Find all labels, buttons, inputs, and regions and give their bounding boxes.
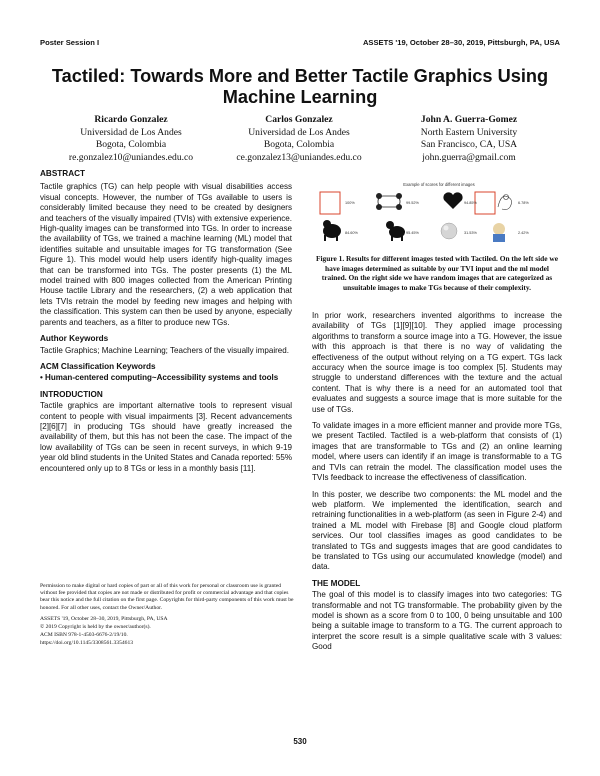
thumb-dog-icon: [386, 221, 405, 241]
score-label: 6.78%: [518, 201, 529, 205]
author-email: re.gonzalez10@uniandes.edu.co: [68, 151, 194, 163]
introduction-text: Tactile graphics are important alternative tools to represent visual content to people with visual impairments [3]. Recent advancements [2][6][7] in producing TGs should have greatly increased the availability of them, but this has not been the case. The impact of the low availability of TGs can be seen in recent surveys, in which 9-19 year old blind students in the United States and Canada reported: 55% encountered only up to 8 TGs or less in a monthly basis [11].: [40, 401, 292, 473]
thumb-lion-icon: [323, 220, 341, 241]
abstract-text: Tactile graphics (TG) can help people with visual disabilities access visual concepts. However, the number of TGs available to users is considerably limited because they need to be created by designers and teachers of the visually impaired (TVIs) with extensive experience. High-quality images can be transformed into TGs. In order to increase the availability of TGs, we trained a machine learning (ML) model that identifies suitable and unsuitable images for TG transformation (See Figure 1). This model would help users identify high-quality images that can be transformed into TGs. The poster presents (1) the ML model trained with 800 images collected from the American Printing House tactile Library and the researchers, (2) a web application that lets TVIs retrain the model by feeding new images and helping with the classification. This system can then be used by anyone, especially parents and teachers, as a filter to produce new TGs.: [40, 182, 292, 327]
author-keywords-heading: Author Keywords: [40, 334, 109, 344]
figure-title: Example of scores for different images: [403, 182, 475, 187]
author-email: john.guerra@gmail.com: [422, 151, 516, 163]
permission-conference: ASSETS '19, October 28–30, 2019, Pittsburgh, PA, USA: [40, 615, 168, 622]
permission-doi: https://doi.org/10.1145/3308561.3354613: [40, 640, 134, 647]
thumb-cartoon-icon: [493, 223, 505, 242]
permission-isbn: ACM ISBN 978-1-4503-6676-2/19/10.: [40, 632, 128, 639]
score-label: 99.52%: [406, 201, 419, 205]
paper-title: Tactiled: Towards More and Better Tactile Graphics Using Machine Learning: [51, 66, 549, 107]
score-label: 100%: [345, 201, 355, 205]
author-name: Carlos Gonzalez: [265, 114, 333, 125]
score-label: 2.42%: [518, 231, 529, 235]
introduction-heading: INTRODUCTION: [40, 389, 103, 399]
author-block-1: [56, 114, 206, 164]
thumb-heart-icon: [443, 192, 462, 209]
author-location: Bogota, Colombia: [263, 139, 335, 151]
paragraph: To validate images in a more efficient manner and provide more TGs, we present Tactiled. Tactiled is a web-platform that consists of (1) images that are transformable to TGs and (2) an online learning model, where users can identify if an image is transformable to a TG and TVIs can retrain the model. The classification model uses the TVIs feedback to increase the effectiveness of classification.: [312, 421, 562, 483]
left-column: [40, 169, 292, 474]
author-affiliation: Universidad de Los Andes: [80, 126, 182, 138]
figure-caption: Figure 1. Results for different images tested with Tactiled. On the left side we have images determined as suitable by our TVI input and the ml model trained. On the right side we have random images that are categorized as unsuitable images to make TGs because of their complexity.: [315, 254, 559, 292]
page-number: 530: [293, 737, 307, 746]
author-affiliation: Universidad de Los Andes: [248, 126, 350, 138]
author-block-2: [224, 114, 374, 164]
score-label: 84.60%: [345, 231, 358, 235]
author-name: John A. Guerra-Gomez: [420, 114, 518, 125]
score-label: 31.53%: [464, 231, 477, 235]
running-header-venue: ASSETS '19, October 28–30, 2019, Pittsburgh, PA, USA: [362, 38, 560, 47]
permission-text: Permission to make digital or hard copies of part or all of this work for personal or classroom use is granted without fee provided that copies are not made or distributed for profit or commercial advantage and that copies bear this notice and the full citation on the first page. Copyrights for third-party components of this work must be honored. For all other uses, contact the Owner/Author.: [40, 583, 294, 611]
paragraph: The goal of this model is to classify images into two categories: TG transformable and not TG transformable. The probability given by the model is shown as a score from 0 to 100, 0 being unsuitable and 100 being a suitable image to transform to a TG. The current approach to interpret the score result is a simple qualitative scale with 3 values: Good: [312, 590, 562, 652]
permission-copyright: © 2019 Copyright is held by the owner/author(s).: [40, 624, 151, 631]
right-column: [312, 311, 562, 653]
author-affiliation: North Eastern University: [420, 126, 518, 138]
acm-keywords-heading: ACM Classification Keywords: [40, 361, 156, 371]
model-heading: THE MODEL: [312, 578, 361, 588]
author-name: Ricardo Gonzalez: [94, 114, 168, 125]
author-location: Bogota, Colombia: [95, 139, 167, 151]
permission-block: [40, 583, 296, 649]
author-location: San Francisco, CA, USA: [420, 139, 518, 151]
acm-keywords-text: • Human-centered computing~Accessibility systems and tools: [40, 373, 279, 383]
score-label: 95.45%: [406, 231, 419, 235]
thumb-bone-icon: [376, 193, 402, 210]
abstract-heading: ABSTRACT: [40, 169, 86, 178]
suitable-frame: [320, 192, 340, 214]
unsuitable-frame: [475, 192, 495, 214]
author-block-3: [394, 114, 544, 164]
thumb-dog-drawing-icon: [498, 195, 512, 210]
paragraph: In prior work, researchers invented algorithms to increase the availability of TGs [1][9][10]. They applied image processing algorithms to transform a source image into a TG. However, the issue with this approach is that there is no way of validating the effectiveness of the output without relying on a TG expert. TGs lack accuracy when the source image is too complex [5]. Students may struggle to understand differences with the texture and the actual content. That is why there is a need for an automated tool that evaluates and suggests a source image that is more suitable for the use of TGs.: [312, 311, 562, 414]
figure-1: [318, 179, 560, 251]
paragraph: In this poster, we describe two components: the ML model and the web platform. We implemented the identification, search and retraining functionalities in a web-platform (as seen in Figure 2-4) and trained a ML model with Firebase [8] and Google cloud platform services. Our tool classifies images as good candidates to be translated to TGs and suggests images that are good candidates to be translated to TGs using our accumulated knowledge (model) and data.: [312, 489, 562, 572]
author-email: ce.gonzalez13@uniandes.edu.co: [236, 151, 362, 163]
score-label: 94.85%: [464, 201, 477, 205]
author-keywords-text: Tactile Graphics; Machine Learning; Teachers of the visually impaired.: [40, 345, 289, 355]
running-header-session: Poster Session I: [40, 38, 100, 47]
thumb-sphere-icon: [441, 223, 457, 239]
